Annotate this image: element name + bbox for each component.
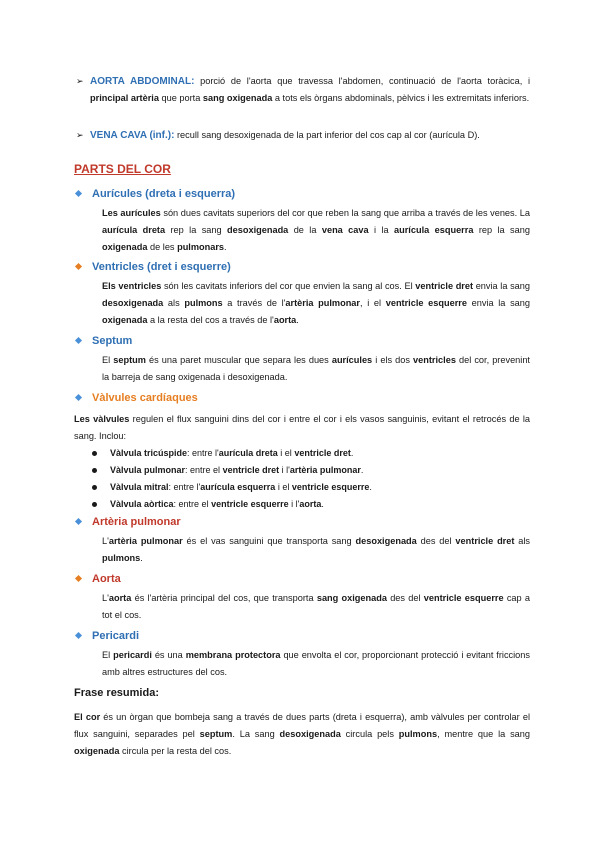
- arrow-bullet-icon: ➢: [76, 76, 84, 86]
- aorta-text: L'aorta és l'artèria principal del cos, que transporta sang oxigenada des del ventricle esquerre cap a tot el cos.: [102, 593, 530, 620]
- diamond-bullet-icon: [75, 518, 82, 525]
- arteria-pulmonar-text: L'artèria pulmonar és el vas sanguini que transporta sang desoxigenada des del ventricle dret als pulmons.: [102, 536, 531, 563]
- pericardi-heading: Pericardi: [92, 630, 140, 642]
- vena-cava-item: [76, 127, 530, 144]
- list-item: Vàlvula aòrtica: entre el ventricle esquerre i l'aorta.: [92, 496, 512, 513]
- diamond-bullet-icon: [75, 190, 82, 197]
- list-item: Vàlvula pulmonar: entre el ventricle dret i l'artèria pulmonar.: [92, 462, 512, 479]
- diamond-bullet-icon: [75, 575, 82, 582]
- diamond-bullet-icon: [75, 263, 82, 270]
- vena-cava-text: VENA CAVA (inf.): recull sang desoxigenada de la part inferior del cos cap al cor (aurícula D).: [90, 130, 480, 141]
- diamond-bullet-icon: [75, 337, 82, 344]
- pericardi-text: El pericardi és una membrana protectora que envolta el cor, proporcionant protecció i evitant friccions amb altres estructures del cos.: [102, 650, 530, 677]
- section-aorta: [76, 571, 530, 624]
- ventricles-text: Els ventricles són les cavitats inferiors del cor que envien la sang al cos. El ventricle dret envia la sang desoxigenada als pulmons a través de l'artèria pulmonar, i el ventricle esquerre envia la sang oxigenada a la resta del cos a través de l'aorta.: [102, 281, 531, 325]
- bullet-dot-icon: [92, 485, 97, 490]
- section-pericardi: [76, 628, 530, 681]
- section-valvules: [76, 390, 530, 406]
- septum-text: El septum és una paret muscular que separa les dues aurícules i els dos ventricles del cor, prevenint la barreja de sang oxigenada i desoxigenada.: [102, 355, 530, 382]
- auricules-text: Les aurícules són dues cavitats superiors del cor que reben la sang que arriba a través de les venes. La aurícula dreta rep la sang desoxigenada de la vena cava i la aurícula esquerra rep la sang oxigenada de les pulmonars.: [102, 208, 530, 252]
- aorta-heading: Aorta: [92, 573, 121, 585]
- bullet-dot-icon: [92, 502, 97, 507]
- section-arteria-pulmonar: [76, 514, 530, 567]
- bullet-dot-icon: [92, 451, 97, 456]
- section-ventricles: [76, 259, 530, 329]
- valvules-heading: Vàlvules cardíaques: [92, 392, 198, 404]
- auricules-heading: Aurícules (dreta i esquerra): [92, 188, 236, 200]
- ventricles-heading: Ventricles (dret i esquerre): [92, 261, 231, 273]
- section-septum: [76, 333, 530, 386]
- aorta-abdominal-item: [76, 73, 531, 107]
- septum-heading: Septum: [92, 335, 133, 347]
- summary-text: El cor és un òrgan que bombeja sang a través de dues parts (dreta i esquerra), amb vàlvules per controlar el flux sanguini, separades pel septum. La sang desoxigenada circula pels pulmons, mentre que la sang oxigenada circula per la resta del cos.: [74, 712, 530, 756]
- parts-del-cor-title: PARTS DEL COR: [74, 162, 171, 176]
- arteria-pulmonar-heading: Artèria pulmonar: [92, 516, 181, 528]
- arrow-bullet-icon: ➢: [76, 130, 84, 140]
- valvules-list: [92, 445, 512, 513]
- section-auricules: [76, 186, 530, 256]
- aorta-abdominal-text: AORTA ABDOMINAL: porció de l'aorta que travessa l'abdomen, continuació de l'aorta toràcica, i principal artèria que porta sang oxigenada a tots els òrgans abdominals, pèlvics i les extremitats inferiors.: [90, 76, 531, 103]
- bullet-dot-icon: [92, 468, 97, 473]
- valvules-text: Les vàlvules regulen el flux sanguini dins del cor i entre el cor i els vasos sanguinis, evitant el retrocés de la sang. Inclou:: [74, 414, 530, 441]
- diamond-bullet-icon: [75, 632, 82, 639]
- summary-heading: Frase resumida:: [74, 687, 159, 699]
- list-item: Vàlvula tricúspide: entre l'aurícula dreta i el ventricle dret.: [92, 445, 512, 462]
- diamond-bullet-icon: [75, 394, 82, 401]
- list-item: Vàlvula mitral: entre l'aurícula esquerra i el ventricle esquerre.: [92, 479, 512, 496]
